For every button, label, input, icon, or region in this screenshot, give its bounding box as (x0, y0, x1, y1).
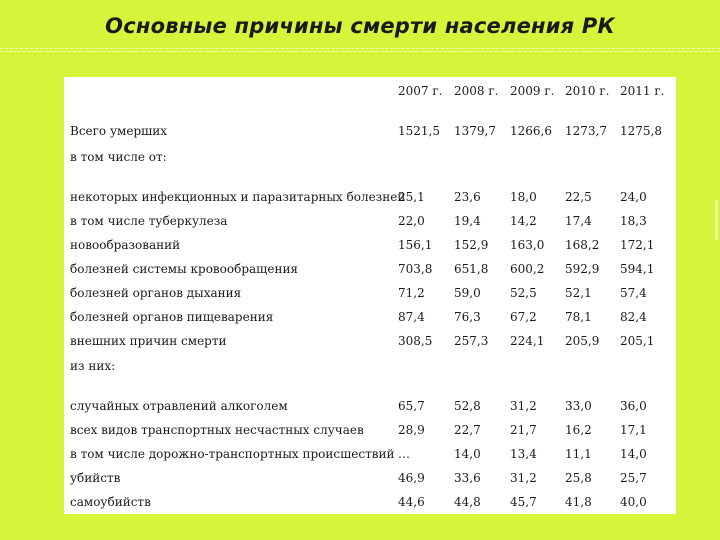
table-row (64, 211, 676, 231)
row-value: 28,9 (398, 423, 425, 437)
mortality-table (64, 77, 676, 514)
row-value: 87,4 (398, 310, 425, 324)
row-value: 36,0 (620, 399, 647, 413)
row-value: 78,1 (565, 310, 592, 324)
row-value: 1275,8 (620, 124, 662, 138)
row-value: 600,2 (510, 262, 545, 276)
table-row (64, 492, 676, 512)
row-value: 308,5 (398, 334, 433, 348)
table-row (64, 468, 676, 488)
row-value: 71,2 (398, 286, 425, 300)
row-label: в том числе дорожно-транспортных происшествий (70, 447, 395, 461)
row-value: 22,7 (454, 423, 481, 437)
row-value: 33,0 (565, 399, 592, 413)
row-value: 25,7 (620, 471, 647, 485)
row-value: 14,0 (620, 447, 647, 461)
table-row (64, 259, 676, 279)
row-label: в том числе туберкулеза (70, 214, 228, 228)
row-value: 76,3 (454, 310, 481, 324)
row-value: 22,5 (565, 190, 592, 204)
row-value: 17,1 (620, 423, 647, 437)
row-value: 59,0 (454, 286, 481, 300)
row-value: 14,0 (454, 447, 481, 461)
row-value: 205,1 (620, 334, 655, 348)
row-value: 24,0 (620, 190, 647, 204)
row-value: 57,4 (620, 286, 647, 300)
row-value: 41,8 (565, 495, 592, 509)
row-label: новообразований (70, 238, 181, 252)
note-of-them: из них: (70, 359, 116, 373)
title-divider (0, 48, 720, 49)
year-header: 2008 г. (454, 84, 499, 98)
row-value: 44,6 (398, 495, 425, 509)
row-label: некоторых инфекционных и паразитарных болезней (70, 190, 406, 204)
row-value: 18,3 (620, 214, 647, 228)
row-value: 592,9 (565, 262, 600, 276)
row-value: 1379,7 (454, 124, 496, 138)
table-row (64, 420, 676, 440)
row-label: болезней органов пищеварения (70, 310, 274, 324)
row-value: 25,1 (398, 190, 425, 204)
row-value: 168,2 (565, 238, 600, 252)
row-value: 172,1 (620, 238, 655, 252)
row-value: 23,6 (454, 190, 481, 204)
row-value: 82,4 (620, 310, 647, 324)
table-row (64, 331, 676, 351)
row-value: 703,8 (398, 262, 433, 276)
table-row (64, 235, 676, 255)
row-label: случайных отравлений алкоголем (70, 399, 288, 413)
row-value: 52,5 (510, 286, 537, 300)
row-value: 205,9 (565, 334, 600, 348)
row-value: 25,8 (565, 471, 592, 485)
table-row (64, 444, 676, 464)
row-label: внешних причин смерти (70, 334, 227, 348)
page-title: Основные причины смерти населения РК (105, 14, 615, 38)
row-value: 651,8 (454, 262, 489, 276)
row-value: 19,4 (454, 214, 481, 228)
row-value: 1266,6 (510, 124, 552, 138)
year-header: 2009 г. (510, 84, 555, 98)
row-value: 11,1 (565, 447, 592, 461)
row-value: 45,7 (510, 495, 537, 509)
row-value: 257,3 (454, 334, 489, 348)
row-value: 31,2 (510, 471, 537, 485)
row-value: 52,1 (565, 286, 592, 300)
table-row (64, 396, 676, 416)
edge-marker (715, 200, 718, 240)
row-label: болезней органов дыхания (70, 286, 242, 300)
row-value: … (398, 447, 410, 461)
row-label: всех видов транспортных несчастных случаев (70, 423, 364, 437)
row-label: болезней системы кровообращения (70, 262, 299, 276)
row-value: 22,0 (398, 214, 425, 228)
row-value: 594,1 (620, 262, 655, 276)
row-value: 17,4 (565, 214, 592, 228)
table-row (64, 307, 676, 327)
row-value: 18,0 (510, 190, 537, 204)
row-value: 1521,5 (398, 124, 440, 138)
note-including: в том числе от: (70, 150, 167, 164)
row-value: 31,2 (510, 399, 537, 413)
row-value: 163,0 (510, 238, 545, 252)
row-value: 52,8 (454, 399, 481, 413)
year-header: 2011 г. (620, 84, 665, 98)
row-value: 14,2 (510, 214, 537, 228)
row-value: 152,9 (454, 238, 489, 252)
table-row (64, 283, 676, 303)
row-value: 1273,7 (565, 124, 607, 138)
row-value: 16,2 (565, 423, 592, 437)
table-row-total (64, 121, 676, 141)
row-value: 44,8 (454, 495, 481, 509)
title-divider-secondary (0, 51, 720, 52)
row-value: 40,0 (620, 495, 647, 509)
row-value: 13,4 (510, 447, 537, 461)
row-label: самоубийств (70, 495, 151, 509)
row-value: 156,1 (398, 238, 433, 252)
table-header-row (64, 81, 676, 101)
row-label: Всего умерших (70, 124, 168, 138)
row-value: 224,1 (510, 334, 545, 348)
row-label: убийств (70, 471, 121, 485)
row-value: 46,9 (398, 471, 425, 485)
table-row (64, 187, 676, 207)
row-value: 21,7 (510, 423, 537, 437)
row-value: 33,6 (454, 471, 481, 485)
year-header: 2010 г. (565, 84, 610, 98)
row-value: 67,2 (510, 310, 537, 324)
row-value: 65,7 (398, 399, 425, 413)
year-header: 2007 г. (398, 84, 443, 98)
